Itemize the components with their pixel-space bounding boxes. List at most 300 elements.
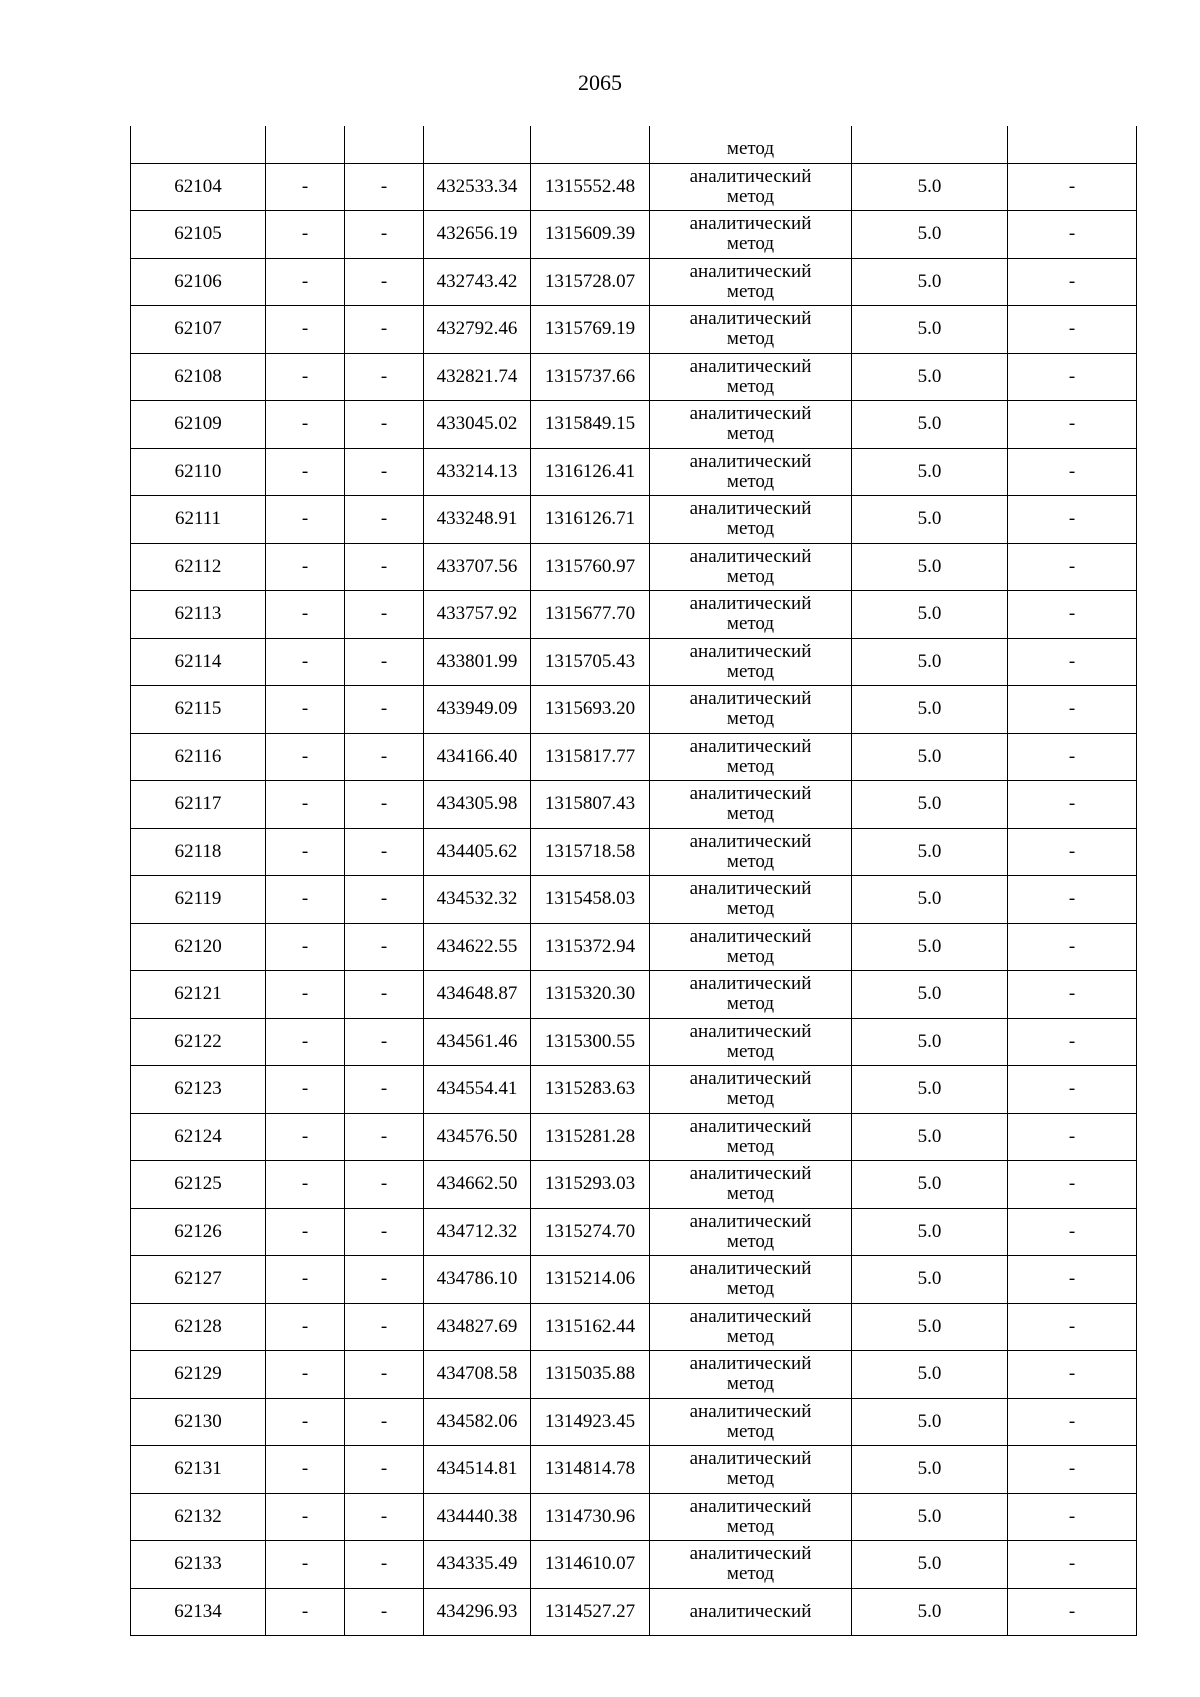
dash-cell: - bbox=[266, 1256, 345, 1304]
method-line-1: аналитический bbox=[689, 1353, 812, 1375]
dash-cell: - bbox=[1008, 1208, 1137, 1256]
x-coordinate-cell: 432743.42 bbox=[424, 258, 531, 306]
y-coordinate-cell: 1315162.44 bbox=[531, 1303, 650, 1351]
y-coordinate-cell: 1315807.43 bbox=[531, 781, 650, 829]
dash-cell: - bbox=[1008, 448, 1137, 496]
y-coordinate-cell: 1315849.15 bbox=[531, 401, 650, 449]
accuracy-cell: 5.0 bbox=[852, 733, 1008, 781]
method-line-1: аналитический bbox=[689, 450, 812, 472]
accuracy-cell: 5.0 bbox=[852, 353, 1008, 401]
y-coordinate-cell: 1316126.41 bbox=[531, 448, 650, 496]
table-row bbox=[131, 1588, 1137, 1636]
dash-cell: - bbox=[345, 258, 424, 306]
method-line-2: метод bbox=[726, 898, 775, 920]
dash-cell: - bbox=[266, 591, 345, 639]
method-cell bbox=[650, 306, 852, 354]
method-line-1: аналитический bbox=[689, 973, 812, 995]
y-coordinate-cell: 1314527.27 bbox=[531, 1588, 650, 1636]
dash-cell: - bbox=[1008, 306, 1137, 354]
method-line-1: аналитический bbox=[689, 1258, 812, 1280]
x-coordinate-cell: 434648.87 bbox=[424, 971, 531, 1019]
point-number-cell: 62131 bbox=[131, 1446, 266, 1494]
dash-cell: - bbox=[266, 1161, 345, 1209]
accuracy-cell: 5.0 bbox=[852, 686, 1008, 734]
method-line-1: аналитический bbox=[689, 213, 812, 235]
method-line-1: аналитический bbox=[689, 688, 812, 710]
x-coordinate-cell: 434166.40 bbox=[424, 733, 531, 781]
dash-cell: - bbox=[345, 543, 424, 591]
dash-cell: - bbox=[345, 1208, 424, 1256]
table-row bbox=[131, 401, 1137, 449]
dash-cell: - bbox=[266, 733, 345, 781]
point-number-cell: 62123 bbox=[131, 1066, 266, 1114]
dash-cell: - bbox=[1008, 1256, 1137, 1304]
dash-cell: - bbox=[1008, 923, 1137, 971]
method-line-1: аналитический bbox=[689, 925, 812, 947]
dash-cell: - bbox=[345, 1493, 424, 1541]
method-line-1: аналитический bbox=[689, 1210, 812, 1232]
method-line-1: аналитический bbox=[689, 1163, 812, 1185]
point-number-cell: 62122 bbox=[131, 1018, 266, 1066]
method-line-2: метод bbox=[726, 185, 775, 207]
y-coordinate-cell: 1315693.20 bbox=[531, 686, 650, 734]
method-line-2: метод bbox=[726, 1230, 775, 1252]
method-cell bbox=[650, 1256, 852, 1304]
method-cell bbox=[650, 1113, 852, 1161]
method-line-2: метод bbox=[726, 1563, 775, 1585]
point-number-cell: 62132 bbox=[131, 1493, 266, 1541]
coordinates-table bbox=[130, 126, 1137, 1636]
dash-cell: - bbox=[1008, 496, 1137, 544]
accuracy-cell: 5.0 bbox=[852, 1303, 1008, 1351]
point-number-cell: 62104 bbox=[131, 163, 266, 211]
y-coordinate-cell: 1315035.88 bbox=[531, 1351, 650, 1399]
point-number-cell: 62119 bbox=[131, 876, 266, 924]
method-line-2: метод bbox=[726, 1373, 775, 1395]
dash-cell: - bbox=[345, 971, 424, 1019]
y-coordinate-cell: 1314610.07 bbox=[531, 1541, 650, 1589]
dash-cell: - bbox=[1008, 1018, 1137, 1066]
method-line-1: аналитический bbox=[689, 640, 812, 662]
table-row bbox=[131, 1493, 1137, 1541]
y-coordinate-cell: 1315372.94 bbox=[531, 923, 650, 971]
method-line-1: аналитический bbox=[689, 403, 812, 425]
dash-cell: - bbox=[1008, 1303, 1137, 1351]
dash-cell: - bbox=[266, 401, 345, 449]
dash-cell: - bbox=[266, 876, 345, 924]
y-coordinate-cell: 1315320.30 bbox=[531, 971, 650, 1019]
method-line-1: аналитический bbox=[689, 1448, 812, 1470]
point-number-cell: 62127 bbox=[131, 1256, 266, 1304]
point-number-cell: 62106 bbox=[131, 258, 266, 306]
method-cell bbox=[650, 448, 852, 496]
accuracy-cell: 5.0 bbox=[852, 971, 1008, 1019]
point-number-cell: 62105 bbox=[131, 211, 266, 259]
x-coordinate-cell: 432821.74 bbox=[424, 353, 531, 401]
y-coordinate-cell: 1315214.06 bbox=[531, 1256, 650, 1304]
point-number-cell: 62112 bbox=[131, 543, 266, 591]
page-number: 2065 bbox=[578, 70, 622, 95]
continued-cell-empty bbox=[266, 126, 345, 163]
dash-cell: - bbox=[1008, 1161, 1137, 1209]
dash-cell: - bbox=[345, 353, 424, 401]
table-row bbox=[131, 638, 1137, 686]
dash-cell: - bbox=[345, 1398, 424, 1446]
dash-cell: - bbox=[345, 828, 424, 876]
method-cell bbox=[650, 923, 852, 971]
dash-cell: - bbox=[266, 1113, 345, 1161]
continued-method-cell: метод bbox=[650, 126, 852, 163]
point-number-cell: 62107 bbox=[131, 306, 266, 354]
point-number-cell: 62128 bbox=[131, 1303, 266, 1351]
dash-cell: - bbox=[345, 1256, 424, 1304]
dash-cell: - bbox=[1008, 543, 1137, 591]
dash-cell: - bbox=[345, 1066, 424, 1114]
point-number-cell: 62117 bbox=[131, 781, 266, 829]
x-coordinate-cell: 434532.32 bbox=[424, 876, 531, 924]
accuracy-cell: 5.0 bbox=[852, 496, 1008, 544]
accuracy-cell: 5.0 bbox=[852, 1351, 1008, 1399]
method-cell bbox=[650, 496, 852, 544]
x-coordinate-cell: 433214.13 bbox=[424, 448, 531, 496]
x-coordinate-cell: 434335.49 bbox=[424, 1541, 531, 1589]
method-line-1: аналитический bbox=[689, 878, 812, 900]
table-row bbox=[131, 686, 1137, 734]
dash-cell: - bbox=[266, 923, 345, 971]
method-line-1: аналитический bbox=[689, 260, 812, 282]
method-line-1: аналитический bbox=[689, 1068, 812, 1090]
point-number-cell: 62113 bbox=[131, 591, 266, 639]
method-cell bbox=[650, 876, 852, 924]
accuracy-cell: 5.0 bbox=[852, 306, 1008, 354]
dash-cell: - bbox=[266, 353, 345, 401]
x-coordinate-cell: 434305.98 bbox=[424, 781, 531, 829]
method-line-2: метод bbox=[726, 755, 775, 777]
dash-cell: - bbox=[266, 1398, 345, 1446]
dash-cell: - bbox=[1008, 1398, 1137, 1446]
dash-cell: - bbox=[266, 163, 345, 211]
method-line-2: метод bbox=[726, 1325, 775, 1347]
continued-cell-empty bbox=[531, 126, 650, 163]
dash-cell: - bbox=[345, 638, 424, 686]
table-row bbox=[131, 1398, 1137, 1446]
continued-cell-empty bbox=[424, 126, 531, 163]
continued-cell-empty bbox=[852, 126, 1008, 163]
y-coordinate-cell: 1315705.43 bbox=[531, 638, 650, 686]
accuracy-cell: 5.0 bbox=[852, 1066, 1008, 1114]
method-cell bbox=[650, 781, 852, 829]
dash-cell: - bbox=[266, 781, 345, 829]
x-coordinate-cell: 433801.99 bbox=[424, 638, 531, 686]
method-cell bbox=[650, 353, 852, 401]
method-cell bbox=[650, 1208, 852, 1256]
point-number-cell: 62120 bbox=[131, 923, 266, 971]
dash-cell: - bbox=[1008, 781, 1137, 829]
method-cell bbox=[650, 1303, 852, 1351]
dash-cell: - bbox=[345, 1446, 424, 1494]
x-coordinate-cell: 434622.55 bbox=[424, 923, 531, 971]
dash-cell: - bbox=[1008, 638, 1137, 686]
method-line-1: аналитический bbox=[689, 355, 812, 377]
dash-cell: - bbox=[345, 781, 424, 829]
dash-cell: - bbox=[266, 258, 345, 306]
continued-cell-empty bbox=[345, 126, 424, 163]
accuracy-cell: 5.0 bbox=[852, 591, 1008, 639]
point-number-cell: 62129 bbox=[131, 1351, 266, 1399]
x-coordinate-cell: 434827.69 bbox=[424, 1303, 531, 1351]
table-row bbox=[131, 496, 1137, 544]
point-number-cell: 62110 bbox=[131, 448, 266, 496]
y-coordinate-cell: 1314730.96 bbox=[531, 1493, 650, 1541]
method-line-2: метод bbox=[726, 1088, 775, 1110]
x-coordinate-cell: 434576.50 bbox=[424, 1113, 531, 1161]
dash-cell: - bbox=[266, 638, 345, 686]
point-number-cell: 62130 bbox=[131, 1398, 266, 1446]
x-coordinate-cell: 434712.32 bbox=[424, 1208, 531, 1256]
dash-cell: - bbox=[266, 686, 345, 734]
y-coordinate-cell: 1314923.45 bbox=[531, 1398, 650, 1446]
accuracy-cell: 5.0 bbox=[852, 211, 1008, 259]
point-number-cell: 62111 bbox=[131, 496, 266, 544]
method-line-1: аналитический bbox=[689, 1600, 812, 1622]
x-coordinate-cell: 434554.41 bbox=[424, 1066, 531, 1114]
dash-cell: - bbox=[1008, 1588, 1137, 1636]
accuracy-cell: 5.0 bbox=[852, 1256, 1008, 1304]
continued-cell-empty bbox=[1008, 126, 1137, 163]
dash-cell: - bbox=[345, 686, 424, 734]
method-line-1: аналитический bbox=[689, 165, 812, 187]
table-row bbox=[131, 1208, 1137, 1256]
accuracy-cell: 5.0 bbox=[852, 543, 1008, 591]
accuracy-cell: 5.0 bbox=[852, 258, 1008, 306]
y-coordinate-cell: 1315609.39 bbox=[531, 211, 650, 259]
method-line-1: аналитический bbox=[689, 1020, 812, 1042]
x-coordinate-cell: 432533.34 bbox=[424, 163, 531, 211]
x-coordinate-cell: 433045.02 bbox=[424, 401, 531, 449]
accuracy-cell: 5.0 bbox=[852, 923, 1008, 971]
dash-cell: - bbox=[1008, 1541, 1137, 1589]
dash-cell: - bbox=[266, 828, 345, 876]
dash-cell: - bbox=[1008, 733, 1137, 781]
dash-cell: - bbox=[345, 876, 424, 924]
x-coordinate-cell: 432792.46 bbox=[424, 306, 531, 354]
method-line-2: метод bbox=[726, 328, 775, 350]
dash-cell: - bbox=[1008, 1351, 1137, 1399]
method-cell bbox=[650, 1066, 852, 1114]
y-coordinate-cell: 1315718.58 bbox=[531, 828, 650, 876]
y-coordinate-cell: 1315677.70 bbox=[531, 591, 650, 639]
method-line-1: аналитический bbox=[689, 1543, 812, 1565]
method-line-2: метод bbox=[726, 1278, 775, 1300]
method-line-2: метод bbox=[726, 1040, 775, 1062]
method-line-1: аналитический bbox=[689, 1305, 812, 1327]
table-row bbox=[131, 781, 1137, 829]
dash-cell: - bbox=[345, 1541, 424, 1589]
dash-cell: - bbox=[345, 1351, 424, 1399]
x-coordinate-cell: 433707.56 bbox=[424, 543, 531, 591]
table-body bbox=[131, 126, 1137, 1636]
accuracy-cell: 5.0 bbox=[852, 1493, 1008, 1541]
dash-cell: - bbox=[266, 211, 345, 259]
dash-cell: - bbox=[345, 733, 424, 781]
method-line-2: метод bbox=[726, 803, 775, 825]
accuracy-cell: 5.0 bbox=[852, 163, 1008, 211]
method-cell bbox=[650, 1446, 852, 1494]
method-cell bbox=[650, 401, 852, 449]
dash-cell: - bbox=[1008, 686, 1137, 734]
continued-cell-empty bbox=[131, 126, 266, 163]
table-row bbox=[131, 1256, 1137, 1304]
dash-cell: - bbox=[1008, 353, 1137, 401]
y-coordinate-cell: 1315458.03 bbox=[531, 876, 650, 924]
method-line-1: аналитический bbox=[689, 593, 812, 615]
accuracy-cell: 5.0 bbox=[852, 876, 1008, 924]
x-coordinate-cell: 433949.09 bbox=[424, 686, 531, 734]
method-line-2: метод bbox=[726, 1515, 775, 1537]
method-line-1: аналитический bbox=[689, 1115, 812, 1137]
accuracy-cell: 5.0 bbox=[852, 1113, 1008, 1161]
table-row bbox=[131, 258, 1137, 306]
dash-cell: - bbox=[1008, 876, 1137, 924]
dash-cell: - bbox=[345, 1113, 424, 1161]
x-coordinate-cell: 432656.19 bbox=[424, 211, 531, 259]
dash-cell: - bbox=[345, 448, 424, 496]
accuracy-cell: 5.0 bbox=[852, 1446, 1008, 1494]
dash-cell: - bbox=[1008, 591, 1137, 639]
method-cell bbox=[650, 686, 852, 734]
dash-cell: - bbox=[345, 163, 424, 211]
table-row bbox=[131, 591, 1137, 639]
accuracy-cell: 5.0 bbox=[852, 448, 1008, 496]
method-cell bbox=[650, 163, 852, 211]
dash-cell: - bbox=[266, 1066, 345, 1114]
point-number-cell: 62124 bbox=[131, 1113, 266, 1161]
table-row bbox=[131, 1303, 1137, 1351]
table-row bbox=[131, 828, 1137, 876]
x-coordinate-cell: 433757.92 bbox=[424, 591, 531, 639]
method-line-1: аналитический bbox=[689, 308, 812, 330]
dash-cell: - bbox=[1008, 828, 1137, 876]
method-line-2: метод bbox=[726, 708, 775, 730]
accuracy-cell: 5.0 bbox=[852, 1018, 1008, 1066]
method-line-1: аналитический bbox=[689, 545, 812, 567]
dash-cell: - bbox=[1008, 211, 1137, 259]
x-coordinate-cell: 434786.10 bbox=[424, 1256, 531, 1304]
x-coordinate-cell: 434405.62 bbox=[424, 828, 531, 876]
dash-cell: - bbox=[345, 1588, 424, 1636]
y-coordinate-cell: 1315728.07 bbox=[531, 258, 650, 306]
dash-cell: - bbox=[266, 1541, 345, 1589]
accuracy-cell: 5.0 bbox=[852, 1541, 1008, 1589]
method-line-2: метод bbox=[726, 518, 775, 540]
method-cell bbox=[650, 971, 852, 1019]
accuracy-cell: 5.0 bbox=[852, 1398, 1008, 1446]
y-coordinate-cell: 1315293.03 bbox=[531, 1161, 650, 1209]
point-number-cell: 62125 bbox=[131, 1161, 266, 1209]
dash-cell: - bbox=[266, 496, 345, 544]
x-coordinate-cell: 434561.46 bbox=[424, 1018, 531, 1066]
method-line-2: метод bbox=[726, 565, 775, 587]
table-row bbox=[131, 543, 1137, 591]
y-coordinate-cell: 1315769.19 bbox=[531, 306, 650, 354]
point-number-cell: 62108 bbox=[131, 353, 266, 401]
method-cell bbox=[650, 591, 852, 639]
method-cell bbox=[650, 828, 852, 876]
point-number-cell: 62133 bbox=[131, 1541, 266, 1589]
table-row bbox=[131, 1018, 1137, 1066]
method-cell bbox=[650, 258, 852, 306]
point-number-cell: 62126 bbox=[131, 1208, 266, 1256]
table-row bbox=[131, 1351, 1137, 1399]
point-number-cell: 62134 bbox=[131, 1588, 266, 1636]
dash-cell: - bbox=[345, 496, 424, 544]
dash-cell: - bbox=[266, 1018, 345, 1066]
method-line-2: метод bbox=[726, 1135, 775, 1157]
table-row bbox=[131, 211, 1137, 259]
dash-cell: - bbox=[345, 211, 424, 259]
method-line-2: метод bbox=[726, 470, 775, 492]
x-coordinate-cell: 434582.06 bbox=[424, 1398, 531, 1446]
table-row bbox=[131, 1161, 1137, 1209]
table-row bbox=[131, 1541, 1137, 1589]
method-cell bbox=[650, 733, 852, 781]
table-row bbox=[131, 733, 1137, 781]
method-line-1: аналитический bbox=[689, 783, 812, 805]
dash-cell: - bbox=[345, 1018, 424, 1066]
table-row bbox=[131, 306, 1137, 354]
y-coordinate-cell: 1315274.70 bbox=[531, 1208, 650, 1256]
point-number-cell: 62116 bbox=[131, 733, 266, 781]
dash-cell: - bbox=[345, 1303, 424, 1351]
dash-cell: - bbox=[345, 923, 424, 971]
method-line-2: метод bbox=[726, 993, 775, 1015]
dash-cell: - bbox=[1008, 401, 1137, 449]
y-coordinate-cell: 1315281.28 bbox=[531, 1113, 650, 1161]
method-cell bbox=[650, 1398, 852, 1446]
table-row bbox=[131, 1066, 1137, 1114]
point-number-cell: 62118 bbox=[131, 828, 266, 876]
x-coordinate-cell: 434514.81 bbox=[424, 1446, 531, 1494]
y-coordinate-cell: 1315737.66 bbox=[531, 353, 650, 401]
accuracy-cell: 5.0 bbox=[852, 828, 1008, 876]
dash-cell: - bbox=[345, 306, 424, 354]
method-cell bbox=[650, 1588, 852, 1636]
point-number-cell: 62109 bbox=[131, 401, 266, 449]
method-cell bbox=[650, 543, 852, 591]
x-coordinate-cell: 434440.38 bbox=[424, 1493, 531, 1541]
accuracy-cell: 5.0 bbox=[852, 781, 1008, 829]
y-coordinate-cell: 1315283.63 bbox=[531, 1066, 650, 1114]
dash-cell: - bbox=[345, 401, 424, 449]
table-row bbox=[131, 1113, 1137, 1161]
method-line-2: метод bbox=[726, 613, 775, 635]
accuracy-cell: 5.0 bbox=[852, 1208, 1008, 1256]
method-cell bbox=[650, 1351, 852, 1399]
x-coordinate-cell: 434662.50 bbox=[424, 1161, 531, 1209]
dash-cell: - bbox=[1008, 1446, 1137, 1494]
accuracy-cell: 5.0 bbox=[852, 401, 1008, 449]
method-line-2: метод bbox=[726, 233, 775, 255]
method-line-1: аналитический bbox=[689, 1400, 812, 1422]
method-cell bbox=[650, 1018, 852, 1066]
dash-cell: - bbox=[266, 543, 345, 591]
continued-row bbox=[131, 126, 1137, 163]
point-number-cell: 62115 bbox=[131, 686, 266, 734]
dash-cell: - bbox=[266, 1588, 345, 1636]
method-line-2: метод bbox=[726, 375, 775, 397]
x-coordinate-cell: 433248.91 bbox=[424, 496, 531, 544]
method-cell bbox=[650, 1161, 852, 1209]
